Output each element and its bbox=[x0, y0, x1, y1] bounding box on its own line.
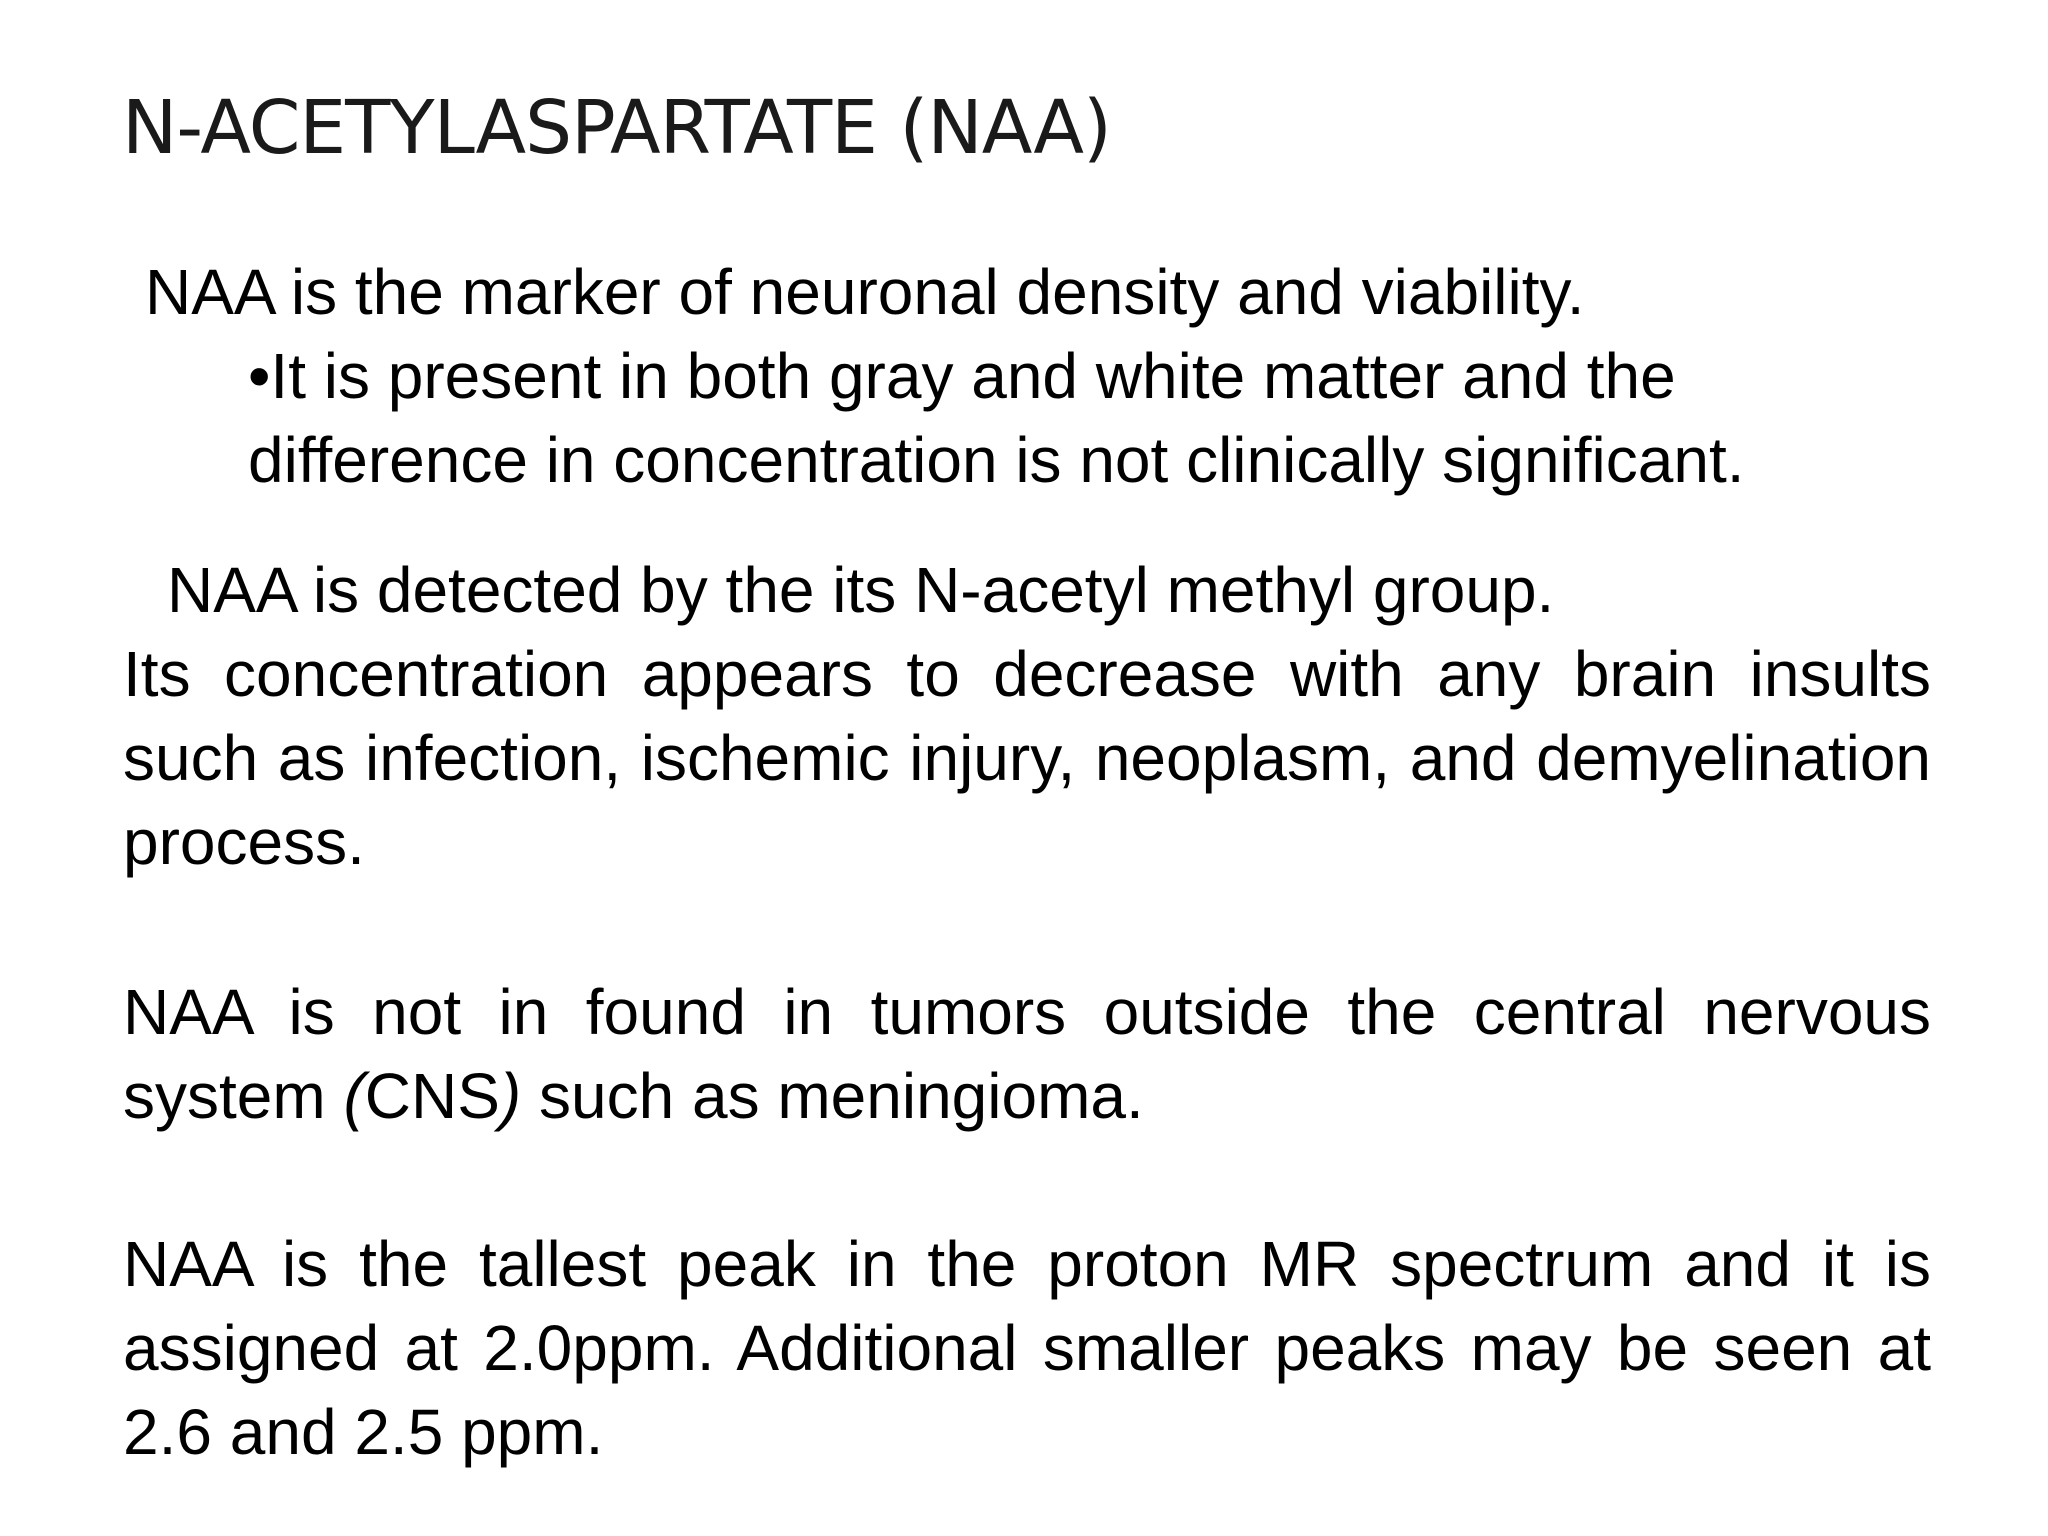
bullet-line-1: •It is present in both gray and white matter and the bbox=[248, 340, 1676, 412]
paragraph-not-in-tumors bbox=[123, 970, 1931, 1138]
paren-close: ) bbox=[499, 1060, 522, 1132]
paragraph-tallest-peak: NAA is the tallest peak in the proton MR spectrum and it is assigned at 2.0ppm. Additional smaller peaks may be seen at 2.6 and 2.5 ppm. bbox=[123, 1228, 1931, 1468]
paragraph-not-in-tumors-end: such as meningioma. bbox=[521, 1060, 1144, 1132]
slide-title: N-ACETYLASPARTATE (NAA) bbox=[122, 85, 1111, 171]
paragraph-not-in-tumors-text: NAA is not in found in tumors outside the central nervous system bbox=[123, 976, 1931, 1132]
cns-abbreviation: CNS bbox=[364, 1060, 500, 1132]
paragraph-detection: NAA is detected by the its N-acetyl methyl group. bbox=[167, 554, 1555, 626]
paragraph-neuronal-marker: NAA is the marker of neuronal density and viability. bbox=[145, 256, 1585, 328]
paragraph-concentration-decrease: Its concentration appears to decrease with any brain insults such as infection, ischemic injury, neoplasm, and demyelination process. bbox=[123, 638, 1931, 878]
bullet-gray-white-matter bbox=[248, 334, 1948, 502]
paren-open: ( bbox=[343, 1060, 365, 1132]
bullet-line-2: difference in concentration is not clinically significant. bbox=[248, 424, 1745, 496]
